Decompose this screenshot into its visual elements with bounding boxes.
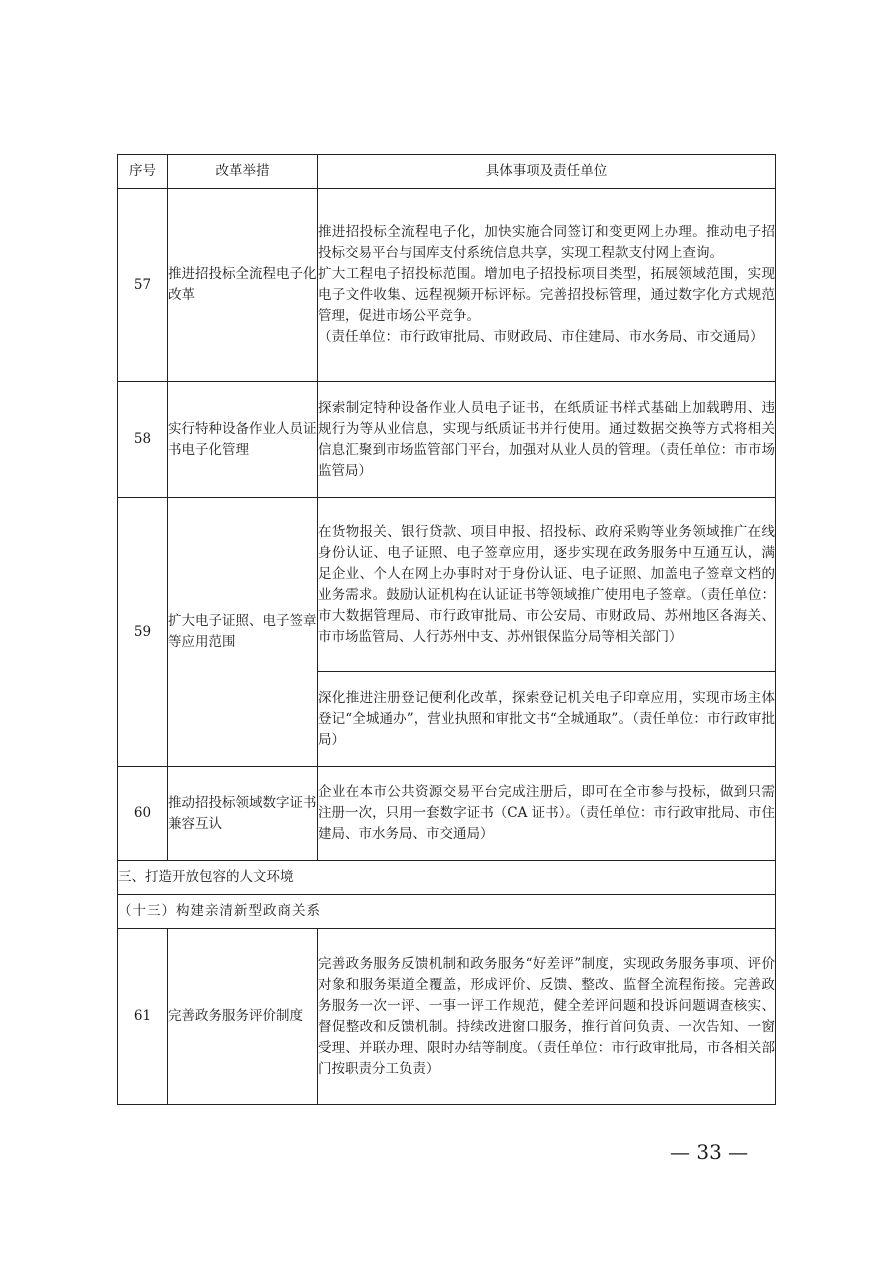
row-no: 58 <box>118 382 168 498</box>
row-detail <box>318 767 776 861</box>
row-no: 59 <box>118 498 168 767</box>
detail-paragraph: 深化推进注册登记便利化改革，探索登记机关电子印章应用，实现市场主体登记“全城通办”，营业执照和审批文书“全城通取”。（责任单位：市行政审批局） <box>318 689 775 748</box>
row-detail <box>318 498 776 672</box>
row-no: 57 <box>118 189 168 382</box>
row-no: 60 <box>118 767 168 861</box>
row-detail-extra <box>318 672 776 767</box>
detail-paragraph: 完善政务服务反馈机制和政务服务“好差评”制度，实现政务服务事项、评价对象和服务渠道全覆盖，形成评价、反馈、整改、监督全流程衔接。完善政务服务一次一评、一事一评工作规范，健全差评问题和投诉问题调查核实、督促整改和反馈机制。持续改进窗口服务，推行首问负责、一次告知、一窗受理、并联办理、限时办结等制度。（责任单位：市行政审批局，市各相关部门按职责分工负责） <box>318 955 775 1077</box>
row-measure: 推动招投标领域数字证书兼容互认 <box>168 767 318 861</box>
detail-paragraph: 扩大工程电子招投标范围。增加电子招投标项目类型，拓展领域范围，实现电子文件收集、远程视频开标评标。完善招投标管理，通过数字化方式规范管理，促进市场公平竞争。 <box>318 266 775 324</box>
detail-paragraph: （责任单位：市行政审批局、市财政局、市住建局、市水务局、市交通局） <box>318 329 764 345</box>
header-no: 序号 <box>118 155 168 189</box>
detail-paragraph: 在货物报关、银行贷款、项目申报、招投标、政府采购等业务领域推广在线身份认证、电子证照、电子签章应用，逐步实现在政务服务中互通互认，满足企业、个人在网上办事时对于身份认证、电子证照、加盖电子签章文档的业务需求。鼓励认证机构在认证证书等领域推广使用电子签章。（责任单位：市大数据管理局、市行政审批局、市公安局、市财政局、苏州地区各海关、市市场监管局、人行苏州中支、苏州银保监分局等相关部门） <box>318 523 775 645</box>
row-no: 61 <box>118 929 168 1105</box>
row-detail <box>318 382 776 498</box>
header-detail: 具体事项及责任单位 <box>318 155 776 189</box>
page-number: — 33 — <box>670 1140 749 1164</box>
row-detail <box>318 189 776 382</box>
detail-paragraph: 推进招投标全流程电子化，加快实施合同签订和变更网上办理。推动电子招投标交易平台与国库支付系统信息共享，实现工程款支付网上查询。 <box>318 224 775 261</box>
table-row <box>118 189 776 382</box>
subsection-row <box>118 895 776 929</box>
table-row <box>118 382 776 498</box>
section-title: 三、打造开放包容的人文环境 <box>118 861 776 895</box>
row-measure: 扩大电子证照、电子签章等应用范围 <box>168 498 318 767</box>
detail-paragraph: 企业在本市公共资源交易平台完成注册后，即可在全市参与投标，做到只需注册一次，只用一套数字证书（CA 证书）。（责任单位：市行政审批局、市住建局、市水务局、市交通局） <box>318 784 775 842</box>
row-measure: 推进招投标全流程电子化改革 <box>168 189 318 382</box>
table-row <box>118 498 776 672</box>
section-row <box>118 861 776 895</box>
row-measure: 实行特种设备作业人员证书电子化管理 <box>168 382 318 498</box>
row-measure: 完善政务服务评价制度 <box>168 929 318 1105</box>
header-measure: 改革举措 <box>168 155 318 189</box>
table-row <box>118 929 776 1105</box>
table-header-row <box>118 155 776 189</box>
detail-paragraph: 探索制定特种设备作业人员电子证书，在纸质证书样式基础上加载聘用、违规行为等从业信息，实现与纸质证书并行使用。通过数据交换等方式将相关信息汇聚到市场监管部门平台，加强对从业人员的管理。（责任单位：市市场监管局） <box>318 399 775 479</box>
row-detail <box>318 929 776 1105</box>
subsection-title: （十三）构建亲清新型政商关系 <box>118 895 776 929</box>
table-row <box>118 767 776 861</box>
reform-table <box>117 154 776 1105</box>
